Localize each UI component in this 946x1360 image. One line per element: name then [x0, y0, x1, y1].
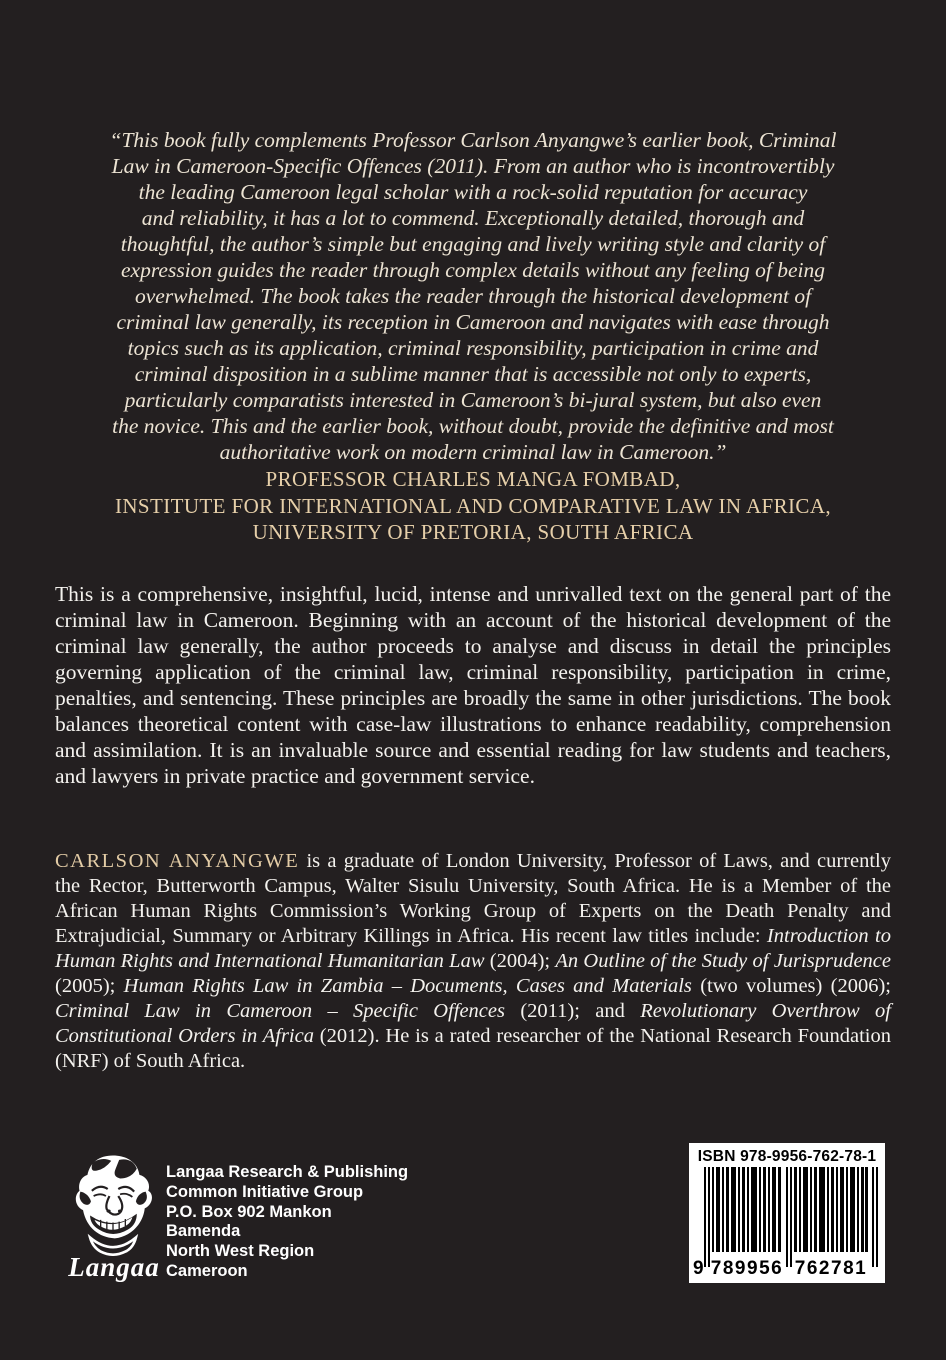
publisher-country: Cameroon	[166, 1261, 248, 1280]
quote-line: and reliability, it has a lot to commend. Exceptionally detailed, thorough and	[141, 206, 805, 230]
publisher-name: Langaa Research & Publishing	[166, 1163, 409, 1181]
langaa-logo-script: Langaa	[68, 1252, 160, 1282]
publisher-info	[166, 1163, 408, 1282]
quote-line: authoritative work on modern criminal law in Cameroon.”	[219, 440, 727, 464]
publisher-region: North West Region	[166, 1242, 315, 1261]
bio-book-title: Criminal Law in Cameroon – Specific Offences	[55, 1000, 505, 1022]
book-description: This is a comprehensive, insightful, lucid, intense and unrivalled text on the general part of the criminal law in Cameroon. Beginning with an account of the historical development of the criminal law generally, the author proceeds to analyse and discuss in detail the principles governing application of the criminal law, criminal responsibility, participation in crime, penalties, and sentencing. These principles are broadly the same in other jurisdictions. The book balances theoretical content with case-law illustrations to enhance readability, comprehension and assimilation. It is an invaluable source and essential reading for law students and teachers, and lawyers in private practice and government service.	[55, 582, 891, 788]
attribution-institute: INSTITUTE FOR INTERNATIONAL AND COMPARATIVE LAW IN AFRICA,	[114, 493, 832, 518]
bio-text: is a graduate of London University, Professor of Laws, and currently the Rector, Butterworth Campus, Walter Sisulu University, South Africa. He is a Member of the African Human Rights Commission’s Working Group of Experts on the Death Penalty and Extrajudicial, Summary or Arbitrary Killings in Africa. His recent law titles include:	[55, 850, 891, 947]
quote-line: topics such as its application, criminal responsibility, participation in crime and	[127, 336, 819, 360]
quote-line: expression guides the reader through complex details without any feeling of being	[121, 258, 825, 282]
isbn-label: ISBN 978-9956-762-78-1	[697, 1148, 877, 1165]
endorsement-quote	[42, 127, 904, 465]
quote-line: “This book fully complements Professor Carlson Anyangwe’s earlier book, Criminal	[109, 128, 837, 152]
bio-text: (two volumes) (2006);	[691, 975, 891, 997]
bio-book-title: Human Rights Law in Zambia – Documents, Cases and Materials	[123, 975, 692, 997]
bio-book-title: An Outline of the Study of Jurisprudence	[555, 950, 891, 972]
publisher-city: Bamenda	[166, 1222, 241, 1241]
bio-text: (2011); and	[504, 1000, 641, 1022]
quote-line: overwhelmed. The book takes the reader through the historical development of	[134, 284, 812, 308]
bio-book-title: Introduction to Human Rights and International Humanitarian Law	[55, 925, 891, 972]
attribution-name: PROFESSOR CHARLES MANGA FOMBAD,	[265, 467, 681, 491]
quote-line: criminal disposition in a sublime manner that is accessible not only to experts,	[134, 362, 812, 386]
bio-text: (2012). He is a rated researcher of the National Research Foundation (NRF) of South Africa.	[55, 1025, 891, 1072]
langaa-mask-logo	[62, 1152, 164, 1256]
barcode-digit-lead: 9	[693, 1258, 706, 1279]
endorsement-attribution	[42, 466, 904, 546]
barcode-bars	[692, 1167, 882, 1279]
author-name: CARLSON ANYANGWE	[55, 850, 300, 872]
attribution-university: UNIVERSITY OF PRETORIA, SOUTH AFRICA	[252, 520, 694, 544]
publisher-group: Common Initiative Group	[166, 1182, 364, 1201]
barcode-digit-group1: 789956	[710, 1258, 784, 1279]
publisher-pobox: P.O. Box 902 Mankon	[166, 1202, 332, 1221]
bio-text: (2005);	[55, 975, 124, 997]
quote-line: criminal law generally, its reception in Cameroon and navigates with ease through	[116, 310, 830, 334]
quote-line: Law in Cameroon-Specific Offences (2011). From an author who is incontrovertibly	[111, 154, 835, 178]
barcode-digit-group2: 762781	[794, 1258, 868, 1279]
quote-line: the novice. This and the earlier book, without doubt, provide the definitive and most	[112, 414, 834, 438]
quote-line: the leading Cameroon legal scholar with a rock-solid reputation for accuracy	[138, 180, 808, 204]
quote-line: particularly comparatists interested in Cameroon’s bi-jural system, but also even	[124, 388, 822, 412]
quote-line: thoughtful, the author’s simple but engaging and lively writing style and clarity of	[120, 232, 826, 256]
isbn-barcode	[689, 1143, 885, 1283]
bio-text: (2004);	[484, 950, 556, 972]
author-bio	[55, 849, 891, 1074]
bio-book-title: Revolutionary Overthrow of Constitutional Orders in Africa	[55, 1000, 892, 1047]
